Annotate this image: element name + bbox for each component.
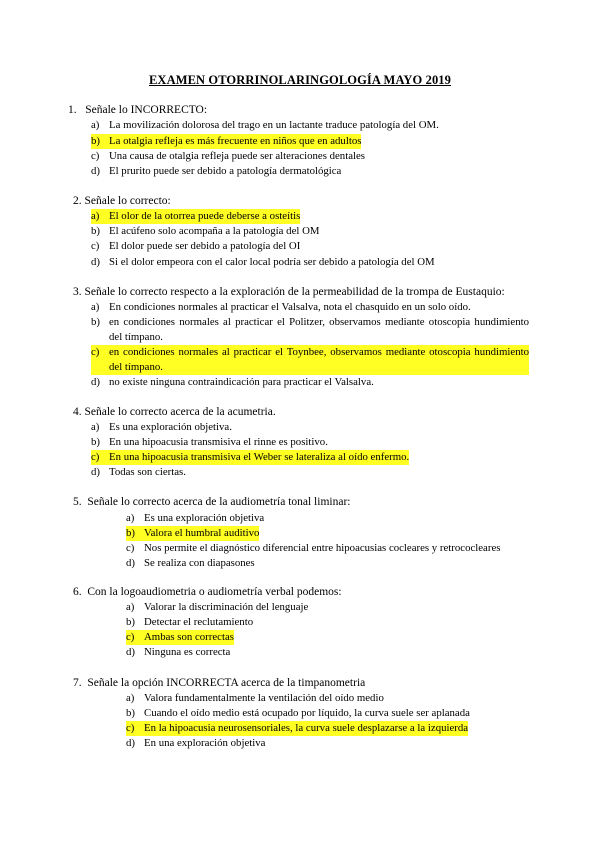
option-5b-highlighted [126,526,259,541]
question-text: Señale la opción INCORRECTA acerca de la timpanometria [87,677,366,689]
question-number: 4. [73,406,82,418]
option-label: d) [91,376,100,388]
option-label: a) [126,601,135,613]
option-text: Una causa de otalgia refleja puede ser alteraciones dentales [109,150,365,162]
option-label: c) [91,150,100,162]
option-text: Se realiza con diapasones [144,557,255,569]
option-text: En la hipoacusia neurosensoriales, la curva suele desplazarse a la izquierda [144,722,469,734]
option-text: no existe ninguna contraindicación para practicar el Valsalva. [109,376,374,388]
option-2c [91,239,300,254]
option-text: Si el dolor empeora con el calor local podría ser debido a patología del OM [109,256,435,268]
option-3c-highlighted [91,345,529,375]
option-text: Todas son ciertas. [109,466,186,478]
option-text: Ninguna es correcta [144,646,231,658]
question-text: Señale lo correcto: [84,195,171,207]
option-4d [91,465,186,480]
option-7c-highlighted [126,721,468,736]
question-text: Señale lo INCORRECTO: [85,104,208,116]
question-text: Con la logoaudiometria o audiometría verbal podemos: [87,586,342,598]
question-5 [73,495,350,510]
option-text: En una hipoacusia transmisiva el Weber se lateraliza al oído enfermo. [109,451,410,463]
option-label: d) [126,737,135,749]
option-text: En condiciones normales al practicar el Valsalva, nota el chasquido en un solo oído. [109,301,471,313]
option-label: a) [126,692,135,704]
option-4a [91,420,232,435]
option-6b [126,615,253,630]
option-label: b) [126,527,135,539]
question-number: 1. [68,104,77,116]
option-text: En una hipoacusia transmisiva el rinne es positivo. [109,436,328,448]
option-text: En una exploración objetiva [144,737,266,749]
option-6a [126,600,308,615]
option-label: b) [91,135,100,147]
question-number: 2. [73,195,82,207]
question-number: 5. [73,496,82,508]
option-6d [126,645,230,660]
option-text: La otalgia refleja es más frecuente en niños que en adultos [109,135,362,147]
option-text: Detectar el reclutamiento [144,616,254,628]
option-label: b) [91,316,100,328]
option-5a [126,511,264,526]
option-1c [91,149,365,164]
option-3d [91,375,374,390]
option-text: Valora fundamentalmente la ventilación del oído medio [144,692,384,704]
option-text: El olor de la otorrea puede deberse a osteítis [109,210,301,222]
option-text: El acúfeno solo acompaña a la patología del OM [109,225,320,237]
option-label: a) [126,512,135,524]
option-label: b) [91,225,100,237]
question-4 [73,405,276,420]
option-label: c) [126,542,135,554]
option-text: Cuando el oído medio está ocupado por líquido, la curva suele ser aplanada [144,707,470,719]
option-7a [126,691,384,706]
option-label: d) [126,557,135,569]
option-6c-highlighted [126,630,234,645]
question-2 [73,194,171,209]
option-text: Es una exploración objetiva [144,512,265,524]
option-7d [126,736,265,751]
option-4c-highlighted [91,450,409,465]
option-text: Es una exploración objetiva. [109,421,232,433]
option-text: La movilización dolorosa del trago en un lactante traduce patología del OM. [109,119,439,131]
option-text: Valora el humbral auditivo [144,527,260,539]
option-label: d) [91,466,100,478]
question-3 [73,285,505,300]
option-label: b) [126,616,135,628]
question-1 [68,103,207,118]
option-text: Valorar la discriminación del lenguaje [144,601,309,613]
option-2d [91,255,435,270]
question-text: Señale lo correcto acerca de la acumetria. [84,406,276,418]
option-label: c) [126,722,135,734]
option-label: a) [91,119,100,131]
question-text: Señale lo correcto respecto a la exploración de la permeabilidad de la trompa de Eustaquio: [84,286,505,298]
option-label: a) [91,301,100,313]
option-label: d) [91,165,100,177]
question-text: Señale lo correcto acerca de la audiometría tonal liminar: [87,496,351,508]
question-7 [73,676,365,691]
option-label: c) [91,345,109,375]
question-number: 3. [73,286,82,298]
option-label: b) [126,707,135,719]
option-7b [126,706,470,721]
question-number: 7. [73,677,82,689]
option-label: a) [91,421,100,433]
exam-title: EXAMEN OTORRINOLARINGOLOGÍA MAYO 2019 [149,73,451,87]
option-text: en condiciones normales al practicar el Politzer, observamos mediante otoscopia hundimiento del tímpano. [109,316,529,343]
question-number: 6. [73,586,82,598]
option-text: Nos permite el diagnóstico diferencial entre hipoacusias cocleares y retrococleares [144,542,501,554]
option-text: en condiciones normales al practicar el Toynbee, observamos mediante otoscopia hundimiento del tímpano. [109,346,529,373]
option-text: El dolor puede ser debido a patología del OI [109,240,301,252]
option-4b [91,435,328,450]
option-label: b) [91,436,100,448]
option-5d [126,556,255,571]
option-3a [91,300,471,315]
option-label: d) [126,646,135,658]
option-2a-highlighted [91,209,300,224]
option-label: d) [91,256,100,268]
option-2b [91,224,319,239]
option-text: El prurito puede ser debido a patología dermatológica [109,165,342,177]
option-5c [126,541,500,556]
option-label: c) [126,631,135,643]
option-label: c) [91,451,100,463]
option-label: a) [91,210,100,222]
option-1b-highlighted [91,134,361,149]
option-3b [91,315,529,345]
option-text: Ambas son correctas [144,631,234,643]
option-1a [91,118,439,133]
option-1d [91,164,341,179]
option-label: c) [91,240,100,252]
question-6 [73,585,342,600]
